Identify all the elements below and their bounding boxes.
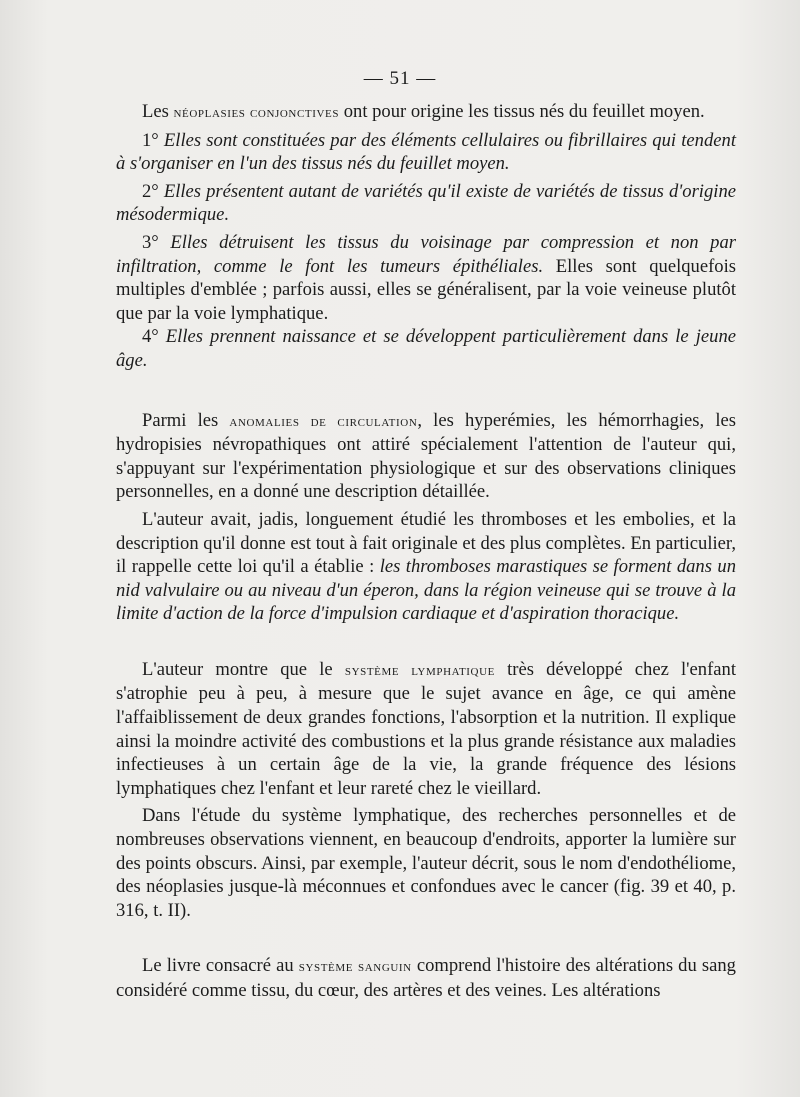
list-item-3: 3° Elles détruisent les tissus du voisinage par compression et non par infiltration, comme le font les tumeurs épithéliales. Elles sont quelquefois multiples d'emblée ; parfois aussi, elles se généralisent, par la voie veineuse plutôt que par la voie lymphatique.: [116, 231, 736, 324]
paragraph-circulation: Parmi les anomalies de circulation, les hyperémies, les hémorrhagies, les hydropisies névropathiques ont attiré spécialement l'attention de l'auteur qui, s'appuyant sur l'expérimentation physiologique et sur des observations cliniques personnelles, en a donné une description détaillée.: [116, 409, 736, 503]
small-caps-term: anomalies de circulation: [229, 412, 418, 430]
page-number: — 51 —: [363, 68, 437, 89]
paragraph-thromboses: L'auteur avait, jadis, longuement étudié les thromboses et les embolies, et la description qu'il donne est tout à fait originale et des plus complètes. En particulier, il rappelle cette loi qu'il a établie : les thromboses marastiques se forment dans un nid valvulaire ou au niveau d'un éperon, dans la région veineuse qui se trouve à la limite d'action de la force d'impulsion cardiaque et d'aspiration thoracique.: [116, 508, 736, 625]
small-caps-term: néoplasies conjonctives: [173, 104, 340, 121]
list-item-1: 1° Elles sont constituées par des éléments cellulaires ou fibrillaires qui tendent à s'organiser en l'un des tissus nés du feuillet moyen.: [116, 129, 736, 175]
list-item-2: 2° Elles présentent autant de variétés qu'il existe de variétés de tissus d'origine mésodermique.: [116, 180, 736, 226]
paragraph-sanguin: Le livre consacré au système sanguin comprend l'histoire des altérations du sang considéré comme tissu, du cœur, des artères et des veines. Les altérations: [116, 955, 736, 1001]
paragraph-endotheliome: Dans l'étude du système lymphatique, des recherches personnelles et de nombreuses observations viennent, en beaucoup d'endroits, apporter la lumière sur des points obscurs. Ainsi, par exemple, l'auteur décrit, sous le nom d'endothéliome, des néoplasies jusque-là méconnues et confondues avec le cancer (fig. 39 et 40, p. 316, t. II).: [116, 805, 736, 921]
small-caps-term: système lymphatique: [344, 661, 495, 679]
paragraph-neoplasies: Les néoplasies conjonctives ont pour origine les tissus nés du feuillet moyen.: [142, 101, 705, 122]
list-item-4: 4° Elles prennent naissance et se développent particulièrement dans le jeune âge.: [116, 326, 736, 371]
paragraph-lymphatique: L'auteur montre que le système lymphatique très développé chez l'enfant s'atrophie peu à peu, à mesure que le sujet avance en âge, ce qui amène l'affaiblissement de deux grandes fonctions, l'absorption et la nutrition. Il explique ainsi la moindre activité des combustions et la plus grande résistance aux maladies infectieuses à un certain âge de la vie, la grande fréquence des lésions lymphatiques chez l'enfant et leur rareté chez le vieillard.: [116, 658, 736, 799]
body-text: [116, 100, 736, 1003]
small-caps-term: système sanguin: [298, 958, 412, 976]
